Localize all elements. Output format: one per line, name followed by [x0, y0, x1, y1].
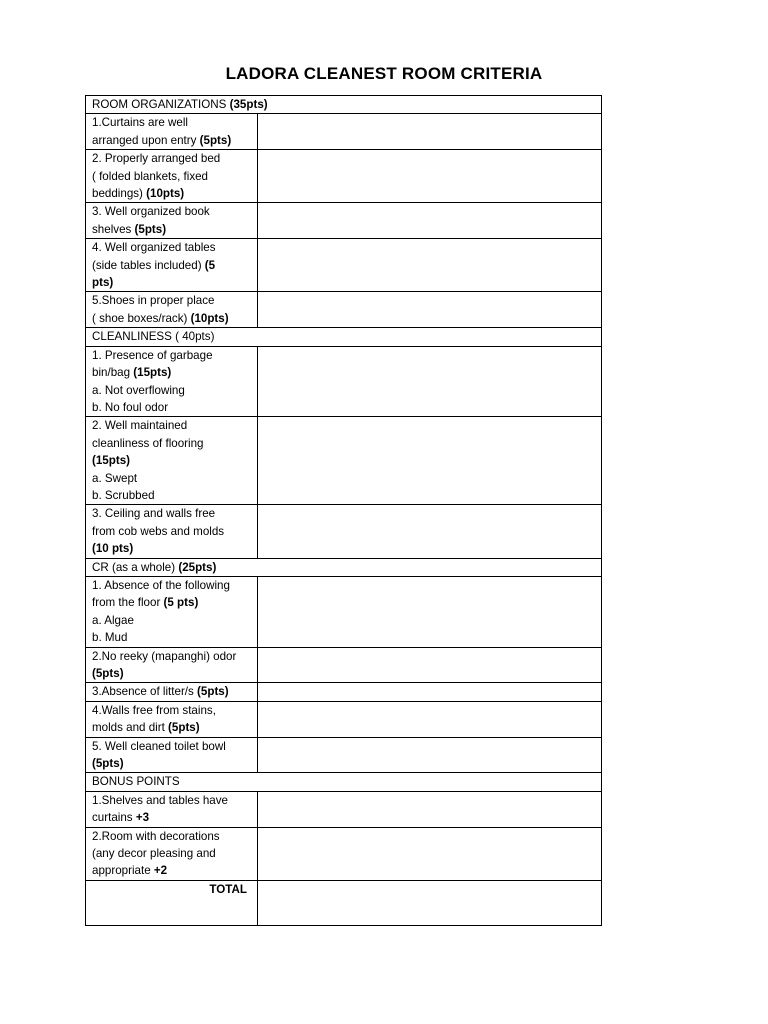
criterion-text: 5. Well cleaned toilet bowl	[92, 739, 226, 753]
total-label: TOTAL	[86, 880, 258, 925]
criterion-points: (5pts)	[134, 222, 167, 236]
criterion-text: from cob webs and molds	[92, 524, 225, 538]
criterion-text: from the floor	[92, 596, 164, 610]
criterion-cell	[86, 346, 258, 417]
criterion-points: pts)	[92, 276, 114, 290]
criterion-cell	[86, 203, 258, 239]
criterion-text: 1.Curtains are well	[92, 116, 189, 130]
criterion-line	[92, 274, 253, 291]
criterion-line	[92, 132, 253, 149]
criterion-row	[86, 417, 602, 505]
criterion-text: curtains	[92, 811, 136, 825]
criterion-line	[92, 292, 253, 309]
criterion-line	[92, 702, 253, 719]
criterion-line	[92, 755, 253, 772]
criterion-line	[92, 683, 253, 700]
criterion-text: 4. Well organized tables	[92, 241, 216, 255]
criterion-points: +2	[153, 864, 168, 878]
criterion-text: 2.Room with decorations	[92, 829, 220, 843]
criterion-row	[86, 292, 602, 328]
score-cell[interactable]	[258, 346, 602, 417]
criterion-line	[92, 150, 253, 167]
section-header	[86, 328, 602, 346]
section-header-row	[86, 773, 602, 791]
criterion-line	[92, 399, 253, 416]
criterion-text: (side tables included)	[92, 258, 205, 272]
criterion-text: shelves	[92, 222, 135, 236]
section-header-row	[86, 558, 602, 576]
criterion-points: (10 pts)	[92, 542, 134, 556]
criterion-line	[92, 809, 253, 826]
criterion-line	[92, 612, 253, 629]
criterion-line	[92, 364, 253, 381]
criterion-text: 3. Ceiling and walls free	[92, 507, 216, 521]
score-cell[interactable]	[258, 683, 602, 701]
criterion-line	[92, 221, 253, 238]
criterion-line	[92, 185, 253, 202]
criterion-line	[92, 845, 253, 862]
criterion-cell	[86, 827, 258, 880]
criterion-line	[92, 665, 253, 682]
criterion-cell	[86, 417, 258, 505]
criterion-cell	[86, 701, 258, 737]
criterion-line	[92, 862, 253, 879]
score-cell[interactable]	[258, 417, 602, 505]
score-cell[interactable]	[258, 239, 602, 292]
criterion-text: cleanliness of flooring	[92, 436, 204, 450]
criterion-text: 3.Absence of litter/s	[92, 685, 198, 699]
criteria-table	[85, 95, 602, 926]
criterion-text: 4.Walls free from stains,	[92, 703, 216, 717]
criterion-line	[92, 594, 253, 611]
criterion-points: (10pts)	[190, 311, 229, 325]
criterion-points: (5pts)	[197, 685, 229, 699]
criterion-line	[92, 452, 253, 469]
score-cell[interactable]	[258, 791, 602, 827]
criterion-line	[92, 648, 253, 665]
score-cell[interactable]	[258, 701, 602, 737]
section-title: ROOM ORGANIZATIONS	[92, 98, 230, 111]
criterion-row	[86, 346, 602, 417]
criterion-cell	[86, 647, 258, 683]
criterion-row	[86, 203, 602, 239]
criterion-line	[92, 629, 253, 646]
criterion-text: beddings)	[92, 187, 147, 201]
criterion-subitem: a. Swept	[92, 471, 138, 485]
criterion-cell	[86, 576, 258, 647]
criterion-points: (5pts)	[92, 757, 124, 771]
criterion-row	[86, 683, 602, 701]
criterion-subitem: b. Mud	[92, 631, 128, 645]
criterion-row	[86, 791, 602, 827]
criterion-row	[86, 647, 602, 683]
criterion-cell	[86, 292, 258, 328]
criterion-points: (5 pts)	[163, 596, 199, 610]
criterion-points: (5	[204, 258, 216, 272]
section-header-row	[86, 96, 602, 114]
criterion-line	[92, 382, 253, 399]
score-cell[interactable]	[258, 647, 602, 683]
criterion-line	[92, 523, 253, 540]
criterion-cell	[86, 737, 258, 773]
criterion-points: (10pts)	[146, 187, 185, 201]
section-title: CLEANLINESS ( 40pts)	[92, 330, 215, 344]
criterion-points: (15pts)	[92, 454, 131, 468]
criterion-line	[92, 828, 253, 845]
criterion-points: (15pts)	[133, 366, 172, 380]
criterion-text: 3. Well organized book	[92, 205, 210, 219]
page-title: LADORA CLEANEST ROOM CRITERIA	[225, 64, 543, 83]
criterion-text: 2. Properly arranged bed	[92, 152, 221, 166]
criterion-points: (5pts)	[168, 721, 200, 735]
criterion-cell	[86, 791, 258, 827]
criterion-subitem: a. Algae	[92, 613, 134, 627]
criterion-cell	[86, 239, 258, 292]
criterion-row	[86, 239, 602, 292]
criterion-line	[92, 505, 253, 522]
criterion-cell	[86, 505, 258, 558]
criterion-text: (any decor pleasing and	[92, 847, 216, 861]
criterion-text: 1. Presence of garbage	[92, 348, 213, 362]
criterion-line	[92, 257, 253, 274]
criterion-text: 1. Absence of the following	[92, 578, 230, 592]
score-cell[interactable]	[258, 114, 602, 150]
section-header	[86, 558, 602, 576]
criterion-line	[92, 470, 253, 487]
section-title: BONUS POINTS	[92, 775, 180, 789]
total-row	[86, 880, 602, 925]
section-points: (25pts)	[178, 560, 217, 574]
criterion-row	[86, 150, 602, 203]
criterion-subitem: b. Scrubbed	[92, 488, 155, 502]
score-cell[interactable]	[258, 203, 602, 239]
criterion-text: arranged upon entry	[92, 133, 200, 147]
criterion-line	[92, 487, 253, 504]
criterion-text: molds and dirt	[92, 721, 169, 735]
score-cell[interactable]	[258, 737, 602, 773]
total-score-cell[interactable]	[258, 880, 602, 925]
criterion-line	[92, 577, 253, 594]
criterion-text: 5.Shoes in proper place	[92, 294, 215, 308]
criterion-points: (5pts)	[92, 667, 124, 680]
criterion-text: 1.Shelves and tables have	[92, 793, 229, 807]
criterion-row	[86, 737, 602, 773]
criterion-line	[92, 168, 253, 185]
criterion-row	[86, 827, 602, 880]
criterion-line	[92, 540, 253, 557]
criterion-subitem: a. Not overflowing	[92, 383, 185, 397]
criterion-line	[92, 738, 253, 755]
criterion-text: ( folded blankets, fixed	[92, 169, 209, 183]
section-header	[86, 773, 602, 791]
criterion-text: appropriate	[92, 864, 154, 878]
criterion-text: 2. Well maintained	[92, 419, 188, 433]
section-header	[86, 96, 602, 114]
score-cell[interactable]	[258, 150, 602, 203]
criterion-row	[86, 505, 602, 558]
criterion-cell	[86, 683, 258, 701]
criterion-row	[86, 114, 602, 150]
criterion-text: ( shoe boxes/rack)	[92, 311, 191, 325]
criterion-points: +3	[135, 811, 150, 825]
criterion-row	[86, 701, 602, 737]
criterion-line	[92, 347, 253, 364]
score-cell[interactable]	[258, 292, 602, 328]
criterion-line	[92, 792, 253, 809]
section-header-row	[86, 328, 602, 346]
criterion-points: (5pts)	[199, 133, 232, 147]
criterion-cell	[86, 150, 258, 203]
score-cell[interactable]	[258, 827, 602, 880]
section-title: CR (as a whole)	[92, 560, 179, 574]
criterion-subitem: b. No foul odor	[92, 400, 169, 414]
criterion-line	[92, 114, 253, 131]
section-points: (35pts)	[229, 98, 268, 111]
criterion-cell	[86, 114, 258, 150]
score-cell[interactable]	[258, 576, 602, 647]
criterion-line	[92, 417, 253, 434]
criterion-line	[92, 310, 253, 327]
criterion-text: 2.No reeky (mapanghi) odor	[92, 649, 237, 663]
criterion-row	[86, 576, 602, 647]
criterion-line	[92, 719, 253, 736]
criterion-text: bin/bag	[92, 366, 134, 380]
score-cell[interactable]	[258, 505, 602, 558]
criterion-line	[92, 435, 253, 452]
criterion-line	[92, 203, 253, 220]
criterion-line	[92, 239, 253, 256]
